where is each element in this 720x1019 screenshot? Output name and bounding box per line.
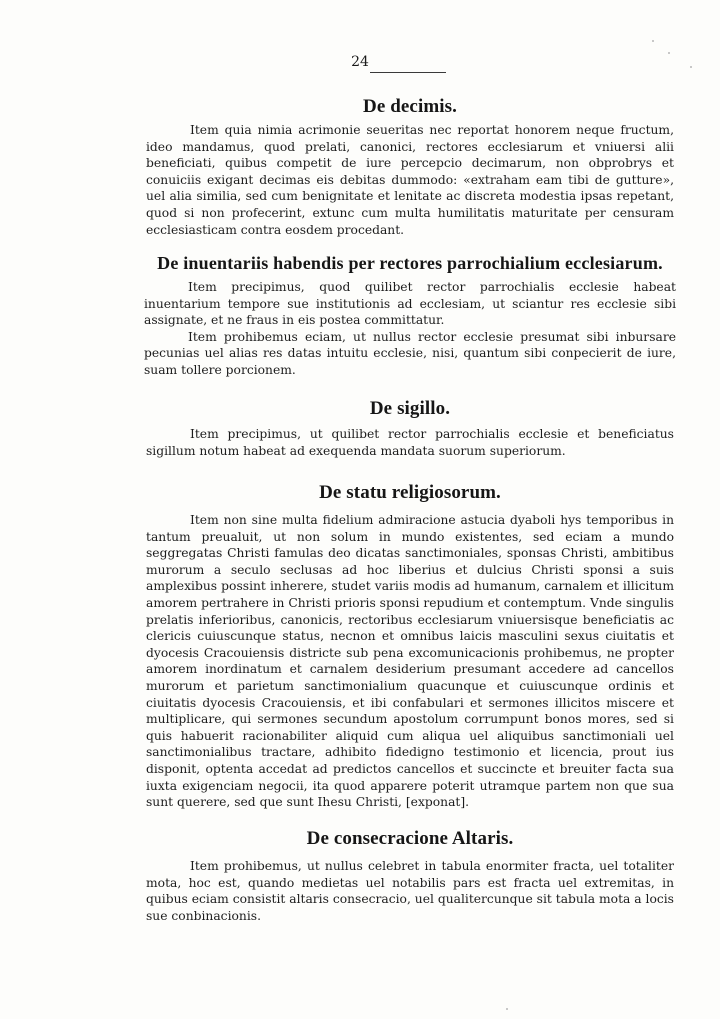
section-heading: De sigillo. [369,398,451,419]
paragraph: Item prohibemus eciam, ut nullus rector ecclesie presumat sibi inbursare pecunias uel alias res datas intuitu ecclesie, nisi, quantum sibi conpecierit de iure, suam tollere porcionem. [144,329,676,377]
section-de-consecracione-altaris [146,826,674,924]
section-de-decimis [146,94,674,238]
section-de-inuentariis [144,250,676,379]
section-heading: De statu religiosorum. [319,482,501,503]
paragraph: Item precipimus, quod quilibet rector parrochialis ecclesie habeat inuentarium tempore sue institutionis ad ecclesiam, ut sciantur res ecclesie sibi assignate, et ne fraus in eis postea committatur. [144,280,676,328]
section-de-statu-religiosorum [146,480,674,811]
paragraph: Item quia nimia acrimonie seueritas nec reportat honorem neque fructum, ideo mandamus, quod prelati, canonici, rectores ecclesiarum et vniuersi alii beneficiati, quibus competit de iure percepcio decimarum, non obprobrys et conuiciis exigant decimas eis debitas dummodo: «extraham eam tibi de gutture», uel alia similia, sed cum benignitate et lenitate ac discreta modestia ipsas repetant, quod si non profecerint, extunc cum multa humilitatis maturitate per censuram ecclesiasticam contra eosdem procedant. [146,123,674,237]
paragraph: Item non sine multa fidelium admiracione astucia dyaboli hys temporibus in tantum preualuit, ut non solum in mundo existentes, sed eciam a mundo seggregatas Christi famulas deo dicatas sanctimoniales, sponsas Christi, ambitibus murorum a seculo seclusas ad hoc liberius et dulcius Christi sponsi a suis amplexibus possint inherere, studet variis modis ad humanum, carnalem et illicitum amorem pertrahere in Christi prioris sponsi repudium et contemptum. Vnde singulis prelatis inferioribus, canonicis, rectoribus ecclesiarum vniuersisque beneficiatis ac clericis cuiuscunque status, necnon et omnibus laicis masculini sexus ciuitatis et dyocesis Cracouiensis districte sub pena excomunicacionis prohibemus, ne propter amorem inordinatum et carnalem desiderium presumant accedere ad cancellos murorum et parietum sanctimonialium quacunque et cuiuscunque ordinis et ciuitatis dyocesis Cracouiensis, et ibi confabulari et sermones illicitos miscere et multiplicare, qui sermones secundum apostolum corrumpunt bonos mores, sed si quis habuerit racionabiliter aliquid cum aliqua uel aliquibus sanctimoniali uel sanctimonialibus tractare, adhibito fidedigno testimonio et licencia, prout ius disponit, optenta accedat ad predictos cancellos et succincte et breuiter facta sua iuxta exigenciam negocii, ita quod apparere poterit utramque partem non que sua sunt querere, sed que sunt Ihesu Christi, [exponat]. [146,513,674,810]
scan-speck [506,1008,508,1010]
paragraph: Item prohibemus, ut nullus celebret in tabula enormiter fracta, uel totaliter mota, hoc est, quando medietas uel notabilis pars est fracta uel extremitas, in quibus eciam consistit altaris consecracio, uel qualitercunque sit tabula mota a locis sue conbinacionis. [146,859,674,923]
paragraph: Item precipimus, ut quilibet rector parrochialis ecclesie et beneficiatus sigillum notum habeat ad exequenda mandata suorum superiorum. [146,427,674,458]
section-de-sigillo [146,396,674,459]
scan-speck [652,40,654,42]
section-heading: De inuentariis habendis per rectores parrochialium ecclesiarum. [157,253,663,273]
scan-speck [668,52,670,54]
page-number: 24 [351,54,369,70]
page-number-rule [370,72,446,73]
section-heading: De decimis. [363,96,457,117]
section-heading: De consecracione Altaris. [306,828,514,849]
scan-speck [690,66,692,68]
